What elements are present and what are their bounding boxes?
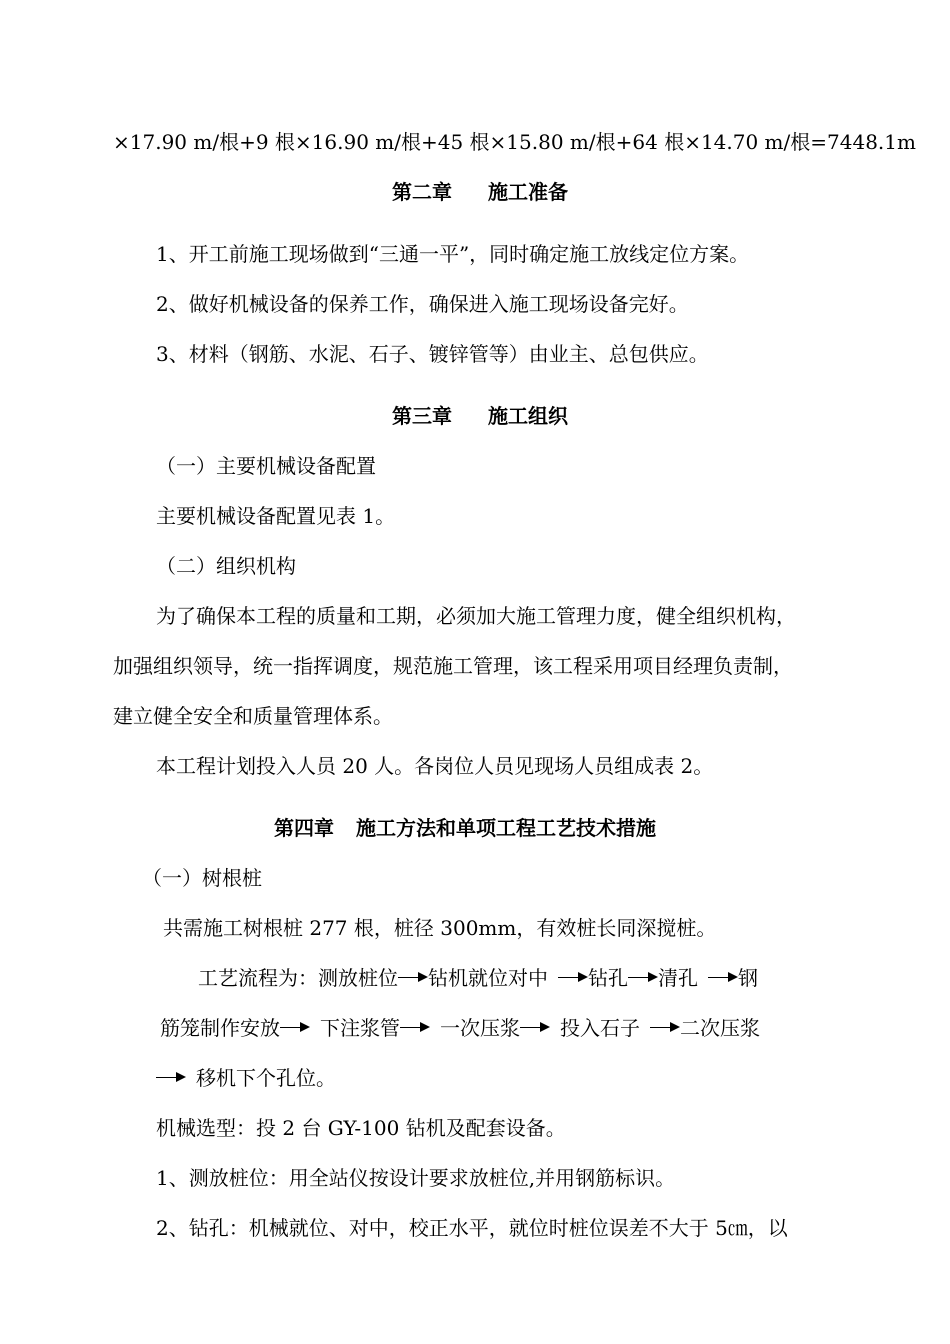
chapter3-title: 施工组织 <box>488 404 568 428</box>
chapter2-item-3: 3、材料（钢筋、水泥、石子、镀锌管等）由业主、总包供应。 <box>156 342 709 366</box>
flow-label: 工艺流程为： <box>198 966 318 990</box>
arrow-right-icon <box>558 964 588 992</box>
chapter4-heading <box>274 814 656 842</box>
flow-step: 一次压浆 <box>440 1016 520 1040</box>
chapter2-heading <box>392 178 568 206</box>
chapter3-subheading-1: （一）主要机械设备配置 <box>156 454 376 478</box>
arrow-right-icon <box>400 1014 430 1042</box>
step-2-text: 2、钻孔：机械就位、对中，校正水平，就位时桩位误差不大于 5㎝，以 <box>156 1216 788 1240</box>
arrow-right-icon <box>650 1014 680 1042</box>
chapter3-subheading-2: （二）组织机构 <box>156 554 296 578</box>
chapter3-staff-text: 本工程计划投入人员 20 人。各岗位人员见现场人员组成表 2。 <box>156 754 714 778</box>
chapter3-paragraph-line-1: 为了确保本工程的质量和工期，必须加大施工管理力度，健全组织机构， <box>156 604 796 628</box>
flow-step: 清孔 <box>658 966 698 990</box>
flow-step: 钢 <box>738 966 758 990</box>
arrow-right-icon <box>708 964 738 992</box>
chapter4-title: 施工方法和单项工程工艺技术措施 <box>356 816 656 840</box>
flow-step: 钻机就位对中 <box>428 966 548 990</box>
flow-step: 下注浆管 <box>320 1016 400 1040</box>
continuation-line: ×17.90 m/根+9 根×16.90 m/根+45 根×15.80 m/根+64 根×14.70 m/根=7448.1m <box>113 130 916 154</box>
process-flow-line-2 <box>160 1014 760 1042</box>
arrow-right-icon <box>156 1064 186 1092</box>
chapter4-intro: 共需施工树根桩 277 根，桩径 300mm，有效桩长同深搅桩。 <box>163 916 717 940</box>
chapter2-item-2: 2、做好机械设备的保养工作，确保进入施工现场设备完好。 <box>156 292 689 316</box>
arrow-right-icon <box>280 1014 310 1042</box>
chapter2-number: 第二章 <box>392 180 452 204</box>
arrow-right-icon <box>398 964 428 992</box>
chapter2-title: 施工准备 <box>488 180 568 204</box>
process-flow-line-3 <box>156 1064 336 1092</box>
flow-step: 二次压浆 <box>680 1016 760 1040</box>
chapter3-sub1-text: 主要机械设备配置见表 1。 <box>156 504 396 528</box>
process-flow-line-1 <box>198 964 758 992</box>
chapter3-paragraph-line-3: 建立健全安全和质量管理体系。 <box>113 704 393 728</box>
step-1-text: 1、测放桩位：用全站仪按设计要求放桩位,并用钢筋标识。 <box>156 1166 676 1190</box>
flow-step: 投入石子 <box>560 1016 640 1040</box>
chapter3-heading <box>392 402 568 430</box>
chapter2-item-1: 1、开工前施工现场做到“三通一平”，同时确定施工放线定位方案。 <box>156 242 750 266</box>
flow-step: 测放桩位 <box>318 966 398 990</box>
machine-selection: 机械选型：投 2 台 GY-100 钻机及配套设备。 <box>156 1116 566 1140</box>
flow-step: 移机下个孔位。 <box>196 1066 336 1090</box>
chapter3-number: 第三章 <box>392 404 452 428</box>
chapter4-number: 第四章 <box>274 816 334 840</box>
chapter4-subheading-1: （一）树根桩 <box>142 866 262 890</box>
chapter3-paragraph-line-2: 加强组织领导，统一指挥调度，规范施工管理，该工程采用项目经理负责制， <box>113 654 793 678</box>
flow-step: 钻孔 <box>588 966 628 990</box>
arrow-right-icon <box>520 1014 550 1042</box>
flow-step: 筋笼制作安放 <box>160 1016 280 1040</box>
arrow-right-icon <box>628 964 658 992</box>
